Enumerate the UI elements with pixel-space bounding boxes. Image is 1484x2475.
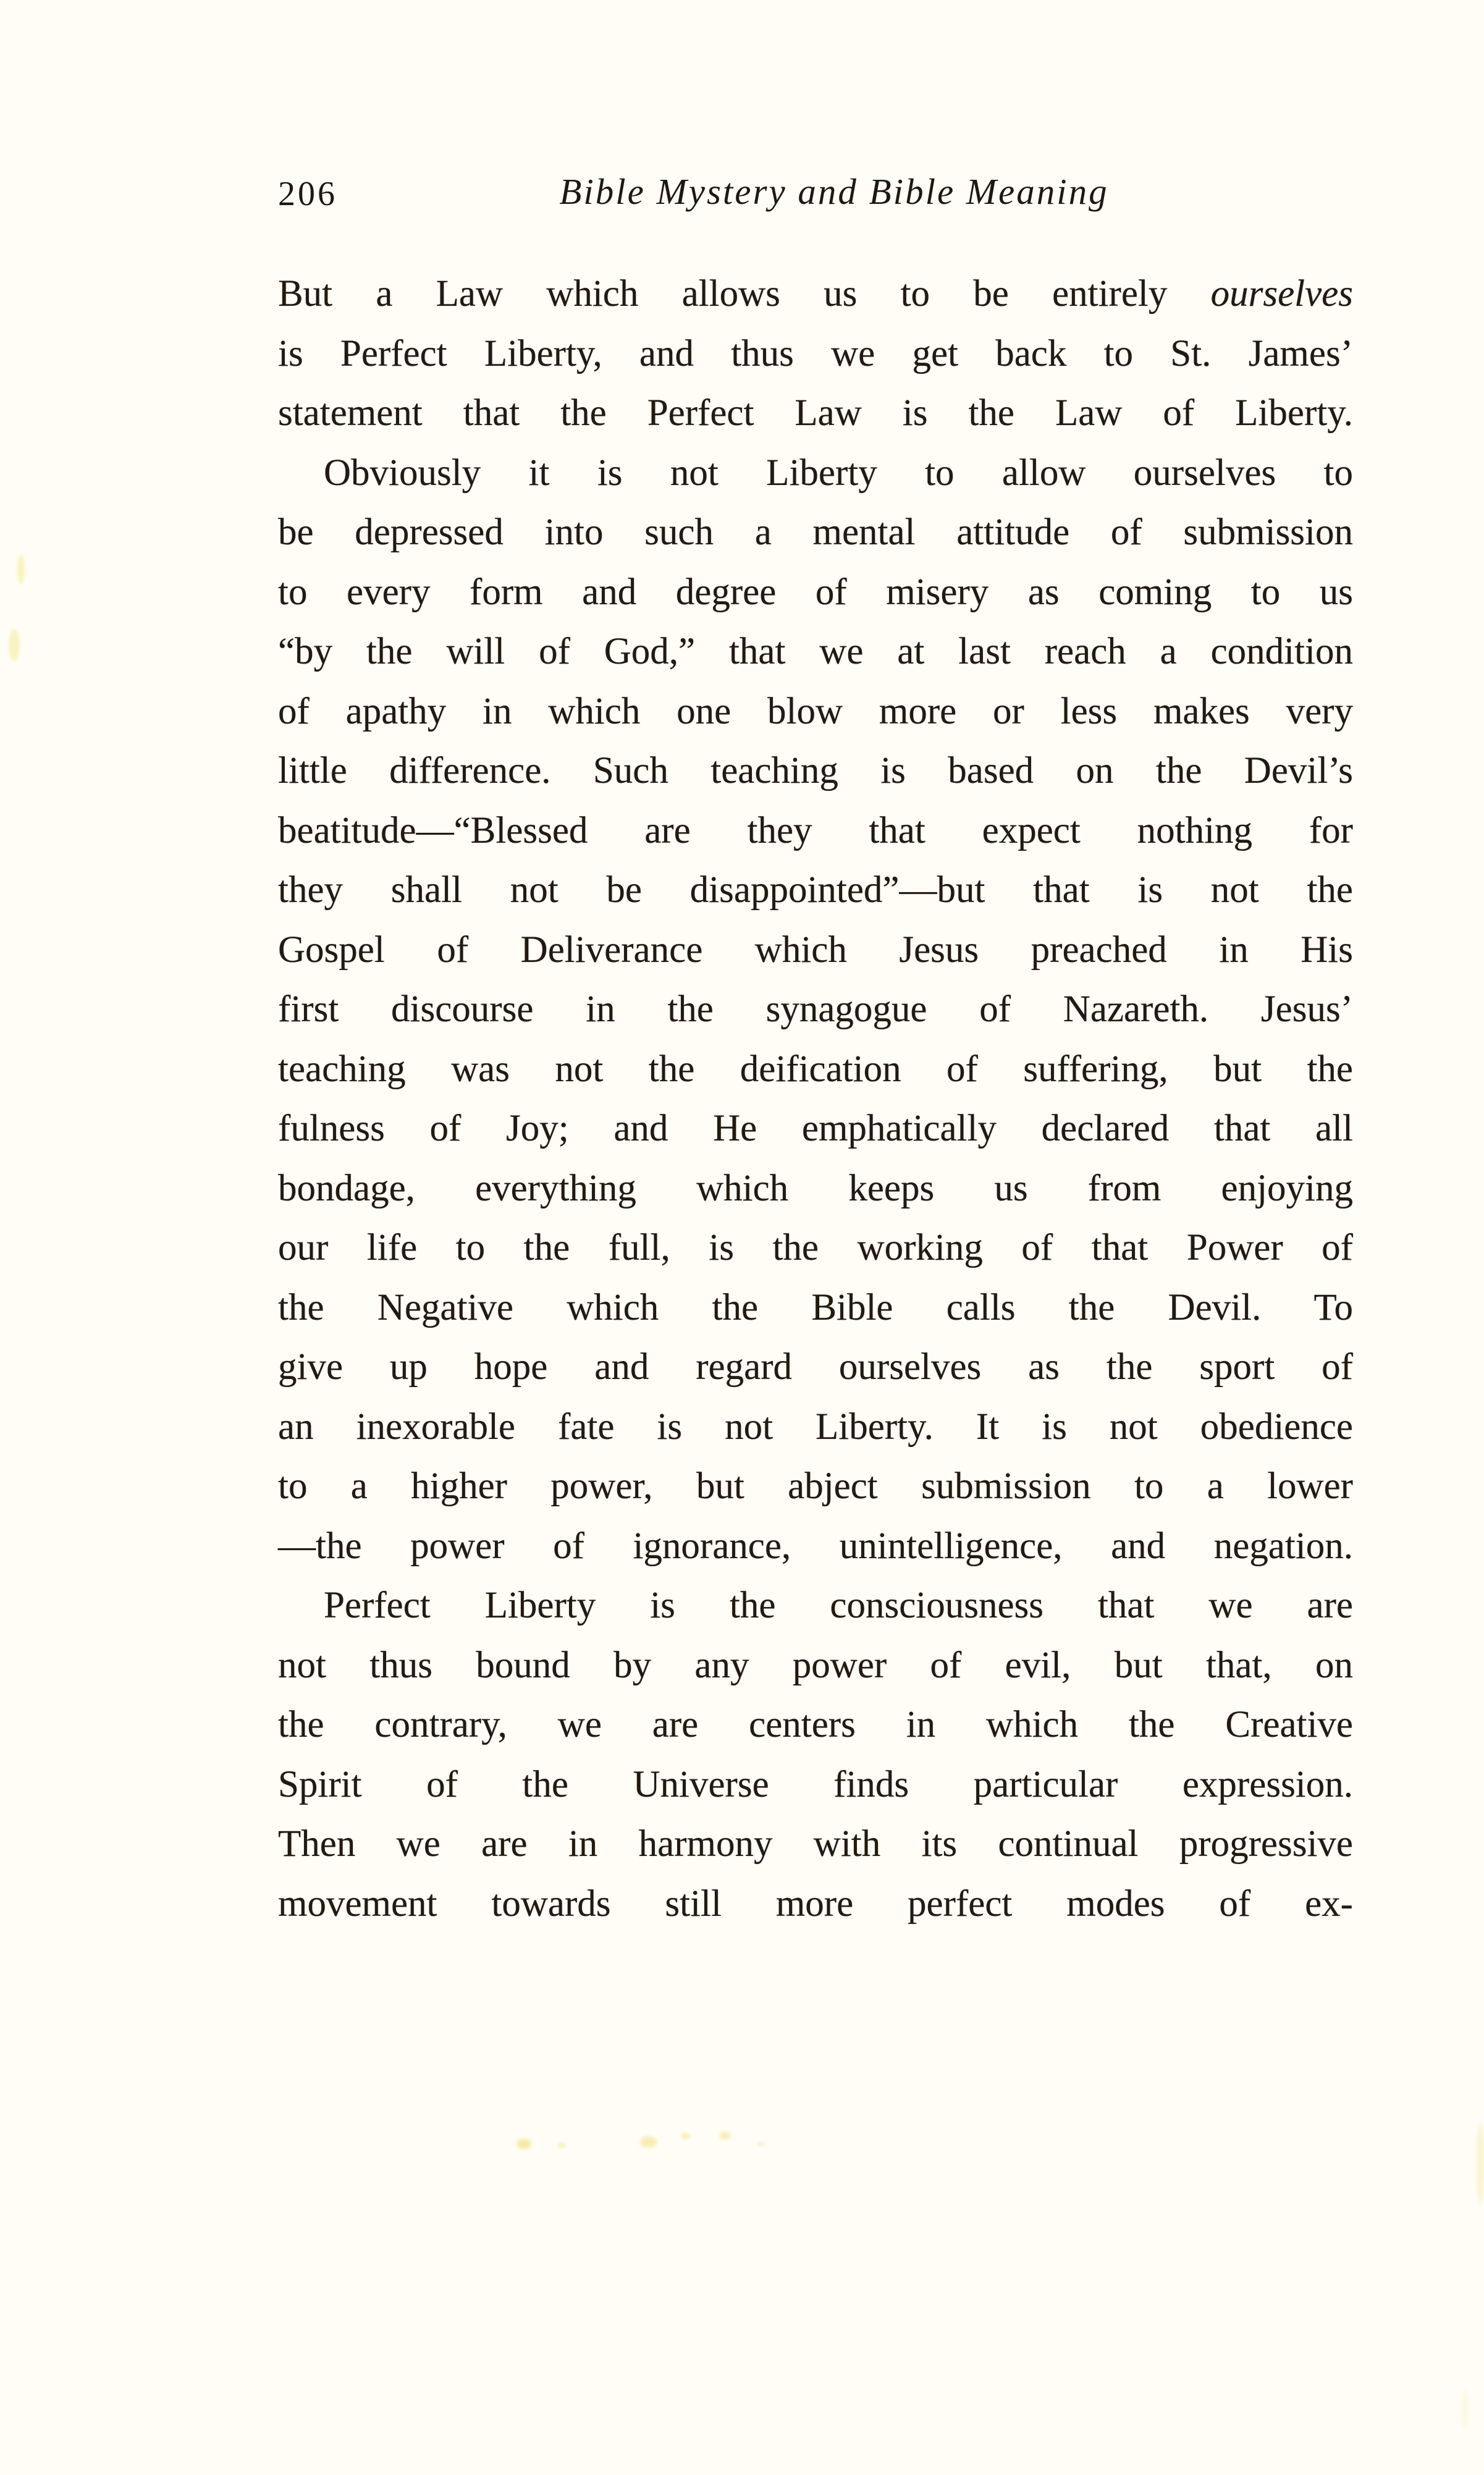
- text-line: the contrary, we are centers in which the Creative: [278, 1704, 1353, 1745]
- text-line: Then we are in harmony with its continual progressive: [278, 1823, 1353, 1865]
- page-header: [278, 171, 1353, 220]
- text-line: first discourse in the synagogue of Nazareth. Jesus’: [278, 989, 1353, 1030]
- text-line: an inexorable fate is not Liberty. It is not obedience: [278, 1406, 1353, 1448]
- scan-artifact: [681, 2133, 690, 2140]
- scan-artifact: [516, 2139, 531, 2149]
- scan-artifact: [558, 2143, 565, 2148]
- text-line: Spirit of the Universe finds particular expression.: [278, 1763, 1353, 1805]
- running-title: Bible Mystery and Bible Meaning: [559, 171, 1109, 212]
- text-line: of apathy in which one blow more or less makes very: [278, 690, 1353, 732]
- text-line: Perfect Liberty is the consciousness that we are: [324, 1585, 1353, 1626]
- page-number: 206: [278, 175, 337, 213]
- scan-artifact: [1477, 2123, 1484, 2203]
- italic-word: ourselves: [1210, 273, 1353, 314]
- text-line: Obviously it is not Liberty to allow ourselves to: [324, 452, 1353, 494]
- text-line: movement towards still more perfect modes of ex-: [278, 1883, 1353, 1925]
- text-line: —the power of ignorance, unintelligence, and negation.: [278, 1525, 1353, 1567]
- text-line: to a higher power, but abject submission to a lower: [278, 1465, 1353, 1507]
- text-line: fulness of Joy; and He emphatically declared that all: [278, 1108, 1353, 1149]
- scan-artifact: [9, 629, 20, 661]
- text-line: statement that the Perfect Law is the Law of Liberty.: [278, 392, 1353, 434]
- scan-artifact: [1462, 2390, 1468, 2429]
- scan-artifact: [640, 2136, 657, 2148]
- text-line: little difference. Such teaching is based on the Devil’s: [278, 750, 1353, 791]
- text-line: is Perfect Liberty, and thus we get back to St. James’: [278, 332, 1353, 374]
- text-line: Gospel of Deliverance which Jesus preached in His: [278, 929, 1353, 971]
- text-line: give up hope and regard ourselves as the sport of: [278, 1346, 1353, 1388]
- text-line: to every form and degree of misery as coming to us: [278, 571, 1353, 613]
- text-line: teaching was not the deification of suffering, but the: [278, 1048, 1353, 1090]
- scan-artifact: [17, 555, 25, 584]
- text-line: our life to the full, is the working of that Power of: [278, 1227, 1353, 1268]
- body-text: [278, 264, 1353, 1934]
- scan-artifact: [757, 2141, 764, 2146]
- text-line: [278, 264, 1353, 324]
- scan-artifact: [719, 2131, 731, 2140]
- text-segment: But a Law which allows us to be entirely: [278, 273, 1211, 314]
- text-line: be depressed into such a mental attitude of submission: [278, 512, 1353, 553]
- text-line: bondage, everything which keeps us from enjoying: [278, 1167, 1353, 1209]
- text-line: they shall not be disappointed”—but that is not the: [278, 869, 1353, 911]
- text-line: the Negative which the Bible calls the Devil. To: [278, 1286, 1353, 1328]
- text-line: beatitude—“Blessed are they that expect nothing for: [278, 809, 1353, 851]
- text-line: not thus bound by any power of evil, but that, on: [278, 1644, 1353, 1686]
- text-line: “by the will of God,” that we at last reach a condition: [278, 631, 1353, 672]
